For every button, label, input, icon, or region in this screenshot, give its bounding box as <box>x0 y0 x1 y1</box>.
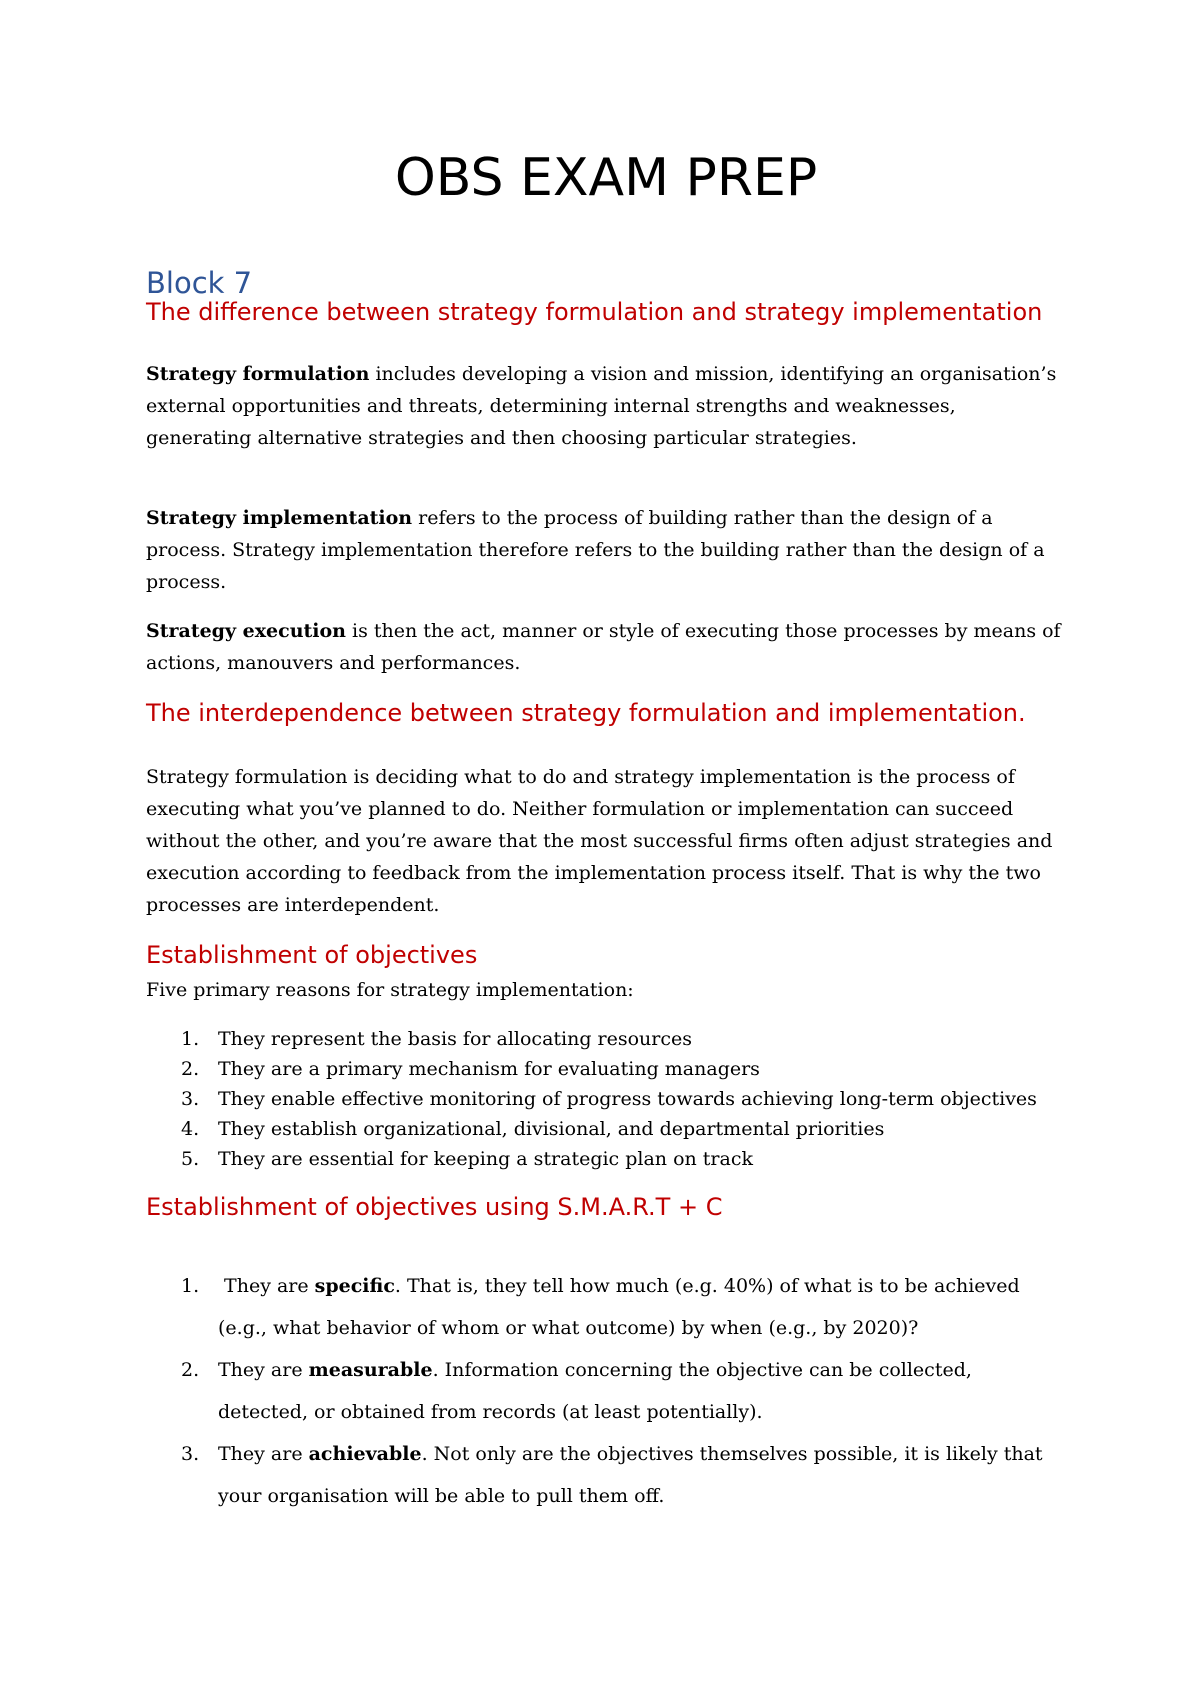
list-item-text: They are essential for keeping a strategic plan on track <box>218 1148 753 1170</box>
term-strategy-execution: Strategy execution <box>146 620 346 642</box>
list-item <box>146 1349 1066 1433</box>
paragraph-interdependence: Strategy formulation is deciding what to do and strategy implementation is the process of executing what you’ve planned to do. Neither formulation or implementation can succeed without the other, and you’re aware that the most successful firms often adjust strategies and execution according to feedback from the implementation process itself. That is why the two processes are interdependent. <box>146 766 1053 916</box>
list-item-number: 3. <box>181 1088 200 1110</box>
list-item <box>146 1054 1066 1084</box>
term-specific: specific <box>314 1275 395 1297</box>
list-item <box>146 1144 1066 1174</box>
list-item <box>146 1024 1066 1054</box>
list-item-prefix: They are <box>218 1275 315 1297</box>
list-item-prefix: They are <box>218 1443 309 1465</box>
list-item-number: 3. <box>181 1443 200 1465</box>
list-item-prefix: They are <box>218 1359 309 1381</box>
list-item-text: They establish organizational, divisional, and departmental priorities <box>218 1118 885 1140</box>
term-strategy-implementation: Strategy implementation <box>146 507 413 529</box>
block-heading: Block 7 <box>146 266 253 300</box>
list-item-text: . That is, they tell how much (e.g. 40%) of what is to be achieved (e.g., what behavior of whom or what outcome) by when (e.g., by 2020)? <box>218 1275 1020 1339</box>
section-heading-smart-c: Establishment of objectives using S.M.A.R.T + C <box>146 1193 723 1221</box>
paragraph-strategy-implementation <box>146 502 1066 598</box>
paragraph-five-reasons-intro: Five primary reasons for strategy implementation: <box>146 979 634 1001</box>
paragraph-text: is then the act, manner or style of executing those processes by means of actions, manouvers and performances. <box>146 620 1061 674</box>
paragraph-strategy-formulation <box>146 358 1066 454</box>
list-item-text: . Not only are the objectives themselves possible, it is likely that your organisation will be able to pull them off. <box>218 1443 1043 1507</box>
term-achievable: achievable <box>308 1443 422 1465</box>
list-item-number: 1. <box>181 1028 200 1050</box>
term-strategy-formulation: Strategy formulation <box>146 363 370 385</box>
reasons-list <box>146 1024 1066 1174</box>
list-item <box>146 1114 1066 1144</box>
document-title: OBS EXAM PREP <box>394 148 818 208</box>
list-item <box>146 1265 1066 1349</box>
list-item-text: They enable effective monitoring of progress towards achieving long-term objectives <box>218 1088 1037 1110</box>
section-heading-interdependence: The interdependence between strategy formulation and implementation. <box>146 699 1026 727</box>
list-item-text: . Information concerning the objective can be collected, detected, or obtained from records (at least potentially). <box>218 1359 972 1423</box>
list-item-number: 1. <box>181 1275 200 1297</box>
list-item-number: 2. <box>181 1359 200 1381</box>
paragraph-text: refers to the process of building rather than the design of a process. Strategy implementation therefore refers to the building rather than the design of a process. <box>146 507 1045 593</box>
list-item <box>146 1433 1066 1517</box>
paragraph-text: includes developing a vision and mission, identifying an organisation’s external opportunities and threats, determining internal strengths and weaknesses, generating alternative strategies and then choosing particular strategies. <box>146 363 1057 449</box>
section-heading-establishment-of-objectives: Establishment of objectives <box>146 941 478 969</box>
list-item <box>146 1084 1066 1114</box>
list-item-text: They represent the basis for allocating resources <box>218 1028 693 1050</box>
paragraph-strategy-execution <box>146 615 1066 679</box>
list-item-text: They are a primary mechanism for evaluating managers <box>218 1058 760 1080</box>
term-measurable: measurable <box>308 1359 433 1381</box>
smart-list <box>146 1265 1066 1517</box>
section-heading-difference: The difference between strategy formulation and strategy implementation <box>146 298 1043 326</box>
list-item-number: 2. <box>181 1058 200 1080</box>
list-item-number: 5. <box>181 1148 200 1170</box>
list-item-number: 4. <box>181 1118 200 1140</box>
